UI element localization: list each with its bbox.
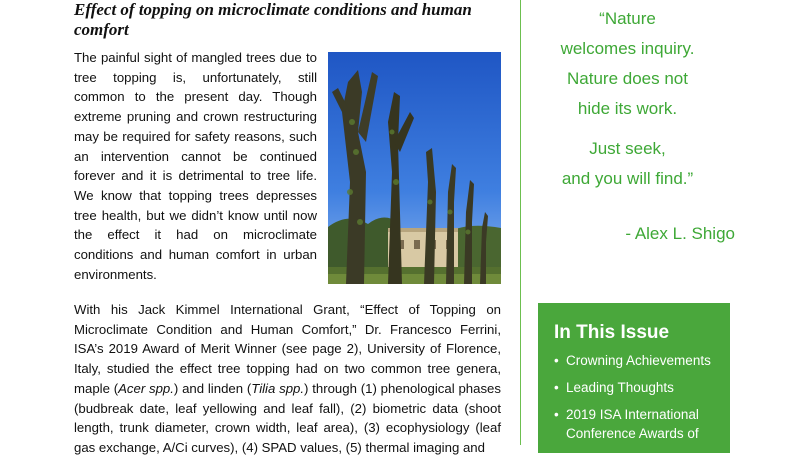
quote-attribution: - Alex L. Shigo bbox=[625, 224, 735, 243]
issue-item-leading-thoughts[interactable] bbox=[554, 378, 720, 397]
topped-trees-photo bbox=[328, 52, 501, 284]
quote-line: Just seek, bbox=[589, 139, 666, 158]
bullet-icon: • bbox=[554, 380, 559, 395]
quote-line: welcomes inquiry. bbox=[560, 39, 695, 58]
article-paragraph-2 bbox=[74, 300, 501, 458]
in-this-issue-box bbox=[538, 303, 730, 453]
bullet-icon: • bbox=[554, 407, 559, 422]
paragraph-2-part-3: ) through (1) phenological phases (budbreak date, leaf yellowing and leaf fall), (2) biometric data (shoot length, trunk diameter, crown width, leaf area), (3) ecophysiology (leaf gas exchange, A/Ci curves), (4) SPAD values, (5) thermal imaging and bbox=[74, 380, 501, 455]
bullet-icon: • bbox=[554, 353, 559, 368]
quote-line: Nature does not bbox=[567, 69, 688, 88]
in-this-issue-title: In This Issue bbox=[554, 322, 670, 343]
paragraph-2-part-1: With his Jack Kimmel International Grant, “Effect of Topping on Microclimate Condition and Human Comfort,” Dr. Francesco Ferrini, ISA’s 2019 Award of Merit Winner (see page 2), University of Florence, Italy, studied the effect tree topping had on two common tree genera, maple ( bbox=[74, 302, 501, 396]
issue-item-label: Crowning Achievements bbox=[566, 353, 711, 368]
quote-line: and you will find.” bbox=[561, 169, 694, 188]
in-this-issue-list bbox=[554, 351, 720, 443]
issue-item-crowning-achievements[interactable] bbox=[554, 351, 720, 370]
quote-line: hide its work. bbox=[577, 99, 678, 118]
issue-item-conference-awards[interactable] bbox=[554, 405, 720, 443]
paragraph-2-part-2: ) and linden ( bbox=[173, 380, 252, 396]
issue-item-label: Leading Thoughts bbox=[566, 380, 674, 395]
article-column bbox=[74, 0, 502, 455]
genus-tilia: Tilia spp. bbox=[251, 380, 305, 396]
shigo-quote bbox=[530, 4, 725, 194]
column-divider bbox=[520, 0, 521, 445]
article-paragraph-1: The painful sight of mangled trees due to tree topping is, unfortunately, still common to the present day. Though extreme pruning and crown restructuring may be required for safety reasons, such an intervention cannot be continued forever and it is detrimental to tree life. We know that topping trees depresses tree health, but we didn’t know until now the effect it had on microclimate conditions and human comfort in urban environments. bbox=[74, 50, 317, 282]
issue-item-label: 2019 ISA International Conference Awards of bbox=[566, 407, 699, 441]
genus-acer: Acer spp. bbox=[118, 380, 174, 396]
article-title: Effect of topping on microclimate conditions and human comfort bbox=[74, 0, 472, 39]
quote-line: “Nature bbox=[599, 9, 656, 28]
